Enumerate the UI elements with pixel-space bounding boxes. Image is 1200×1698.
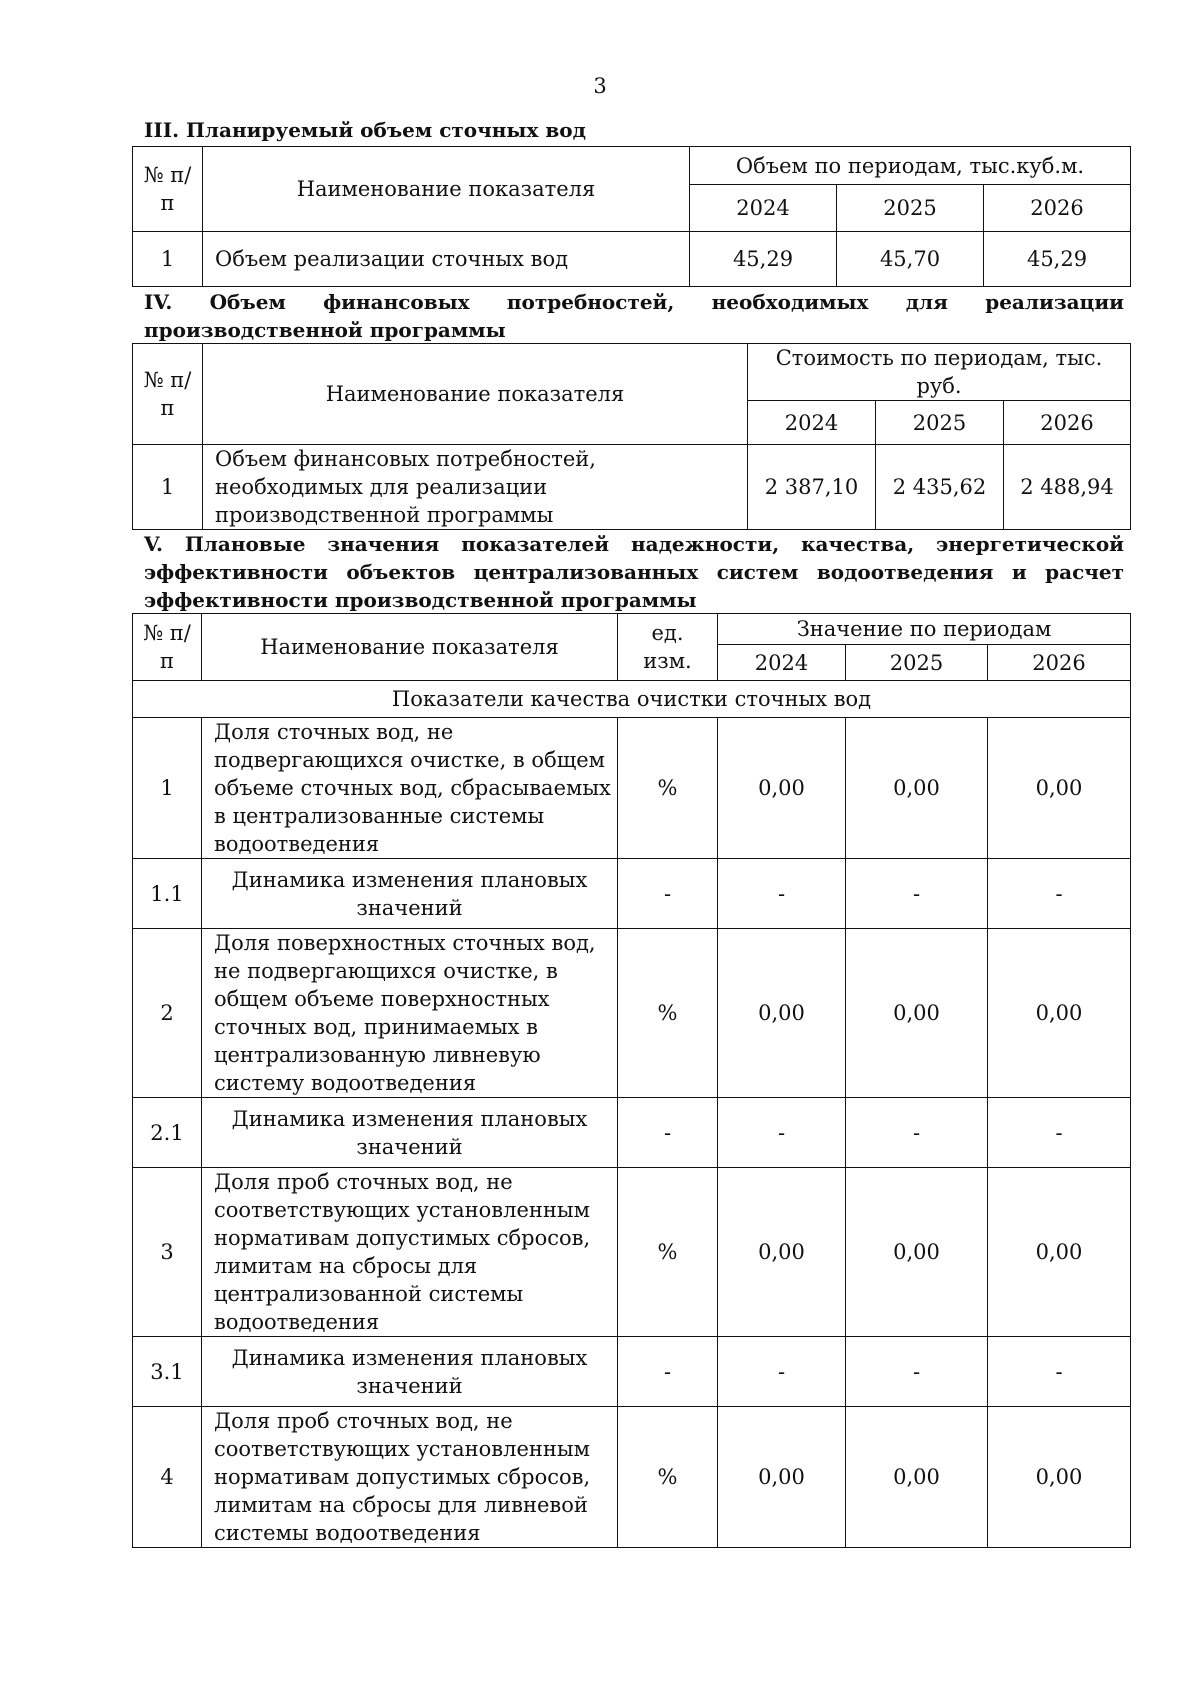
row-unit: - — [618, 859, 718, 929]
section-5-table — [132, 613, 1131, 1548]
row-name: Доля поверхностных сточных вод, не подвергающихся очистке, в общем объеме поверхностных сточных вод, принимаемых в централизованную ливневую систему водоотведения — [202, 929, 618, 1098]
row-unit: % — [618, 1407, 718, 1548]
header-year: 2024 — [748, 401, 876, 445]
table-row — [133, 1098, 1131, 1168]
table-row — [133, 445, 1131, 530]
header-year: 2026 — [988, 645, 1131, 681]
row-num: 1.1 — [133, 859, 202, 929]
row-value: 2 488,94 — [1004, 445, 1131, 530]
row-value: 0,00 — [846, 718, 988, 859]
row-unit: - — [618, 1337, 718, 1407]
table-row — [133, 1168, 1131, 1337]
row-value: 0,00 — [988, 1407, 1131, 1548]
table-row — [133, 859, 1131, 929]
header-num: № п/п — [133, 614, 202, 681]
row-name: Доля проб сточных вод, не соответствующих установленным нормативам допустимых сбросов, лимитам на сбросы для ливневой системы водоотведения — [202, 1407, 618, 1548]
header-name: Наименование показателя — [202, 614, 618, 681]
row-value: 0,00 — [718, 1168, 846, 1337]
row-name: Объем реализации сточных вод — [203, 232, 690, 287]
row-unit: % — [618, 718, 718, 859]
row-value: 45,29 — [984, 232, 1131, 287]
header-year: 2026 — [1004, 401, 1131, 445]
row-unit: % — [618, 1168, 718, 1337]
row-value: - — [718, 1337, 846, 1407]
row-value: 0,00 — [846, 929, 988, 1098]
row-value: - — [846, 1337, 988, 1407]
section-4-title: IV. Объем финансовых потребностей, необходимых для реализации производственной программы — [144, 290, 1124, 342]
row-value: 0,00 — [988, 718, 1131, 859]
section-3-table — [132, 146, 1131, 287]
header-year: 2026 — [984, 185, 1131, 232]
table-row — [133, 1407, 1131, 1548]
row-num: 1 — [133, 232, 203, 287]
row-value: - — [718, 859, 846, 929]
row-value: 0,00 — [718, 929, 846, 1098]
row-value: 2 435,62 — [876, 445, 1004, 530]
header-year: 2024 — [718, 645, 846, 681]
row-name: Доля проб сточных вод, не соответствующих установленным нормативам допустимых сбросов, лимитам на сбросы для централизованной системы водоотведения — [202, 1168, 618, 1337]
row-name: Объем финансовых потребностей, необходимых для реализации производственной программы — [203, 445, 748, 530]
row-num: 2 — [133, 929, 202, 1098]
section-5-title: V. Плановые значения показателей надежности, качества, энергетической эффективности объектов централизованных систем водоотведения и расчет эффективности производственной программы — [144, 532, 1124, 612]
table-row — [133, 1337, 1131, 1407]
row-value: - — [846, 859, 988, 929]
row-value: - — [988, 1098, 1131, 1168]
row-value: - — [988, 859, 1131, 929]
header-unit: ед. изм. — [618, 614, 718, 681]
row-num: 2.1 — [133, 1098, 202, 1168]
header-group: Объем по периодам, тыс.куб.м. — [690, 147, 1131, 185]
row-value: 0,00 — [988, 929, 1131, 1098]
row-value: 0,00 — [718, 718, 846, 859]
table-row — [133, 232, 1131, 287]
row-value: 45,70 — [837, 232, 984, 287]
row-num: 1 — [133, 445, 203, 530]
header-group: Стоимость по периодам, тыс. руб. — [748, 344, 1131, 401]
row-unit: - — [618, 1098, 718, 1168]
header-num: № п/п — [133, 147, 203, 232]
row-value: 45,29 — [690, 232, 837, 287]
row-value: 2 387,10 — [748, 445, 876, 530]
table-row — [133, 929, 1131, 1098]
section-4-table — [132, 343, 1131, 530]
header-num: № п/п — [133, 344, 203, 445]
page-number: 3 — [593, 74, 607, 98]
row-value: 0,00 — [846, 1407, 988, 1548]
row-value: 0,00 — [846, 1168, 988, 1337]
row-value: 0,00 — [718, 1407, 846, 1548]
row-value: - — [718, 1098, 846, 1168]
subheader: Показатели качества очистки сточных вод — [133, 681, 1131, 718]
row-value: - — [988, 1337, 1131, 1407]
header-year: 2025 — [846, 645, 988, 681]
header-name: Наименование показателя — [203, 344, 748, 445]
row-unit: % — [618, 929, 718, 1098]
row-num: 3 — [133, 1168, 202, 1337]
row-num: 4 — [133, 1407, 202, 1548]
row-value: 0,00 — [988, 1168, 1131, 1337]
table-row — [133, 718, 1131, 859]
header-name: Наименование показателя — [203, 147, 690, 232]
row-name: Доля сточных вод, не подвергающихся очистке, в общем объеме сточных вод, сбрасываемых в централизованные системы водоотведения — [202, 718, 618, 859]
row-num: 3.1 — [133, 1337, 202, 1407]
header-year: 2024 — [690, 185, 837, 232]
section-3-title: III. Планируемый объем сточных вод — [144, 118, 586, 142]
header-year: 2025 — [876, 401, 1004, 445]
row-name: Динамика изменения плановых значений — [202, 1098, 618, 1168]
row-name: Динамика изменения плановых значений — [202, 859, 618, 929]
header-year: 2025 — [837, 185, 984, 232]
header-group: Значение по периодам — [718, 614, 1131, 645]
row-num: 1 — [133, 718, 202, 859]
row-name: Динамика изменения плановых значений — [202, 1337, 618, 1407]
row-value: - — [846, 1098, 988, 1168]
